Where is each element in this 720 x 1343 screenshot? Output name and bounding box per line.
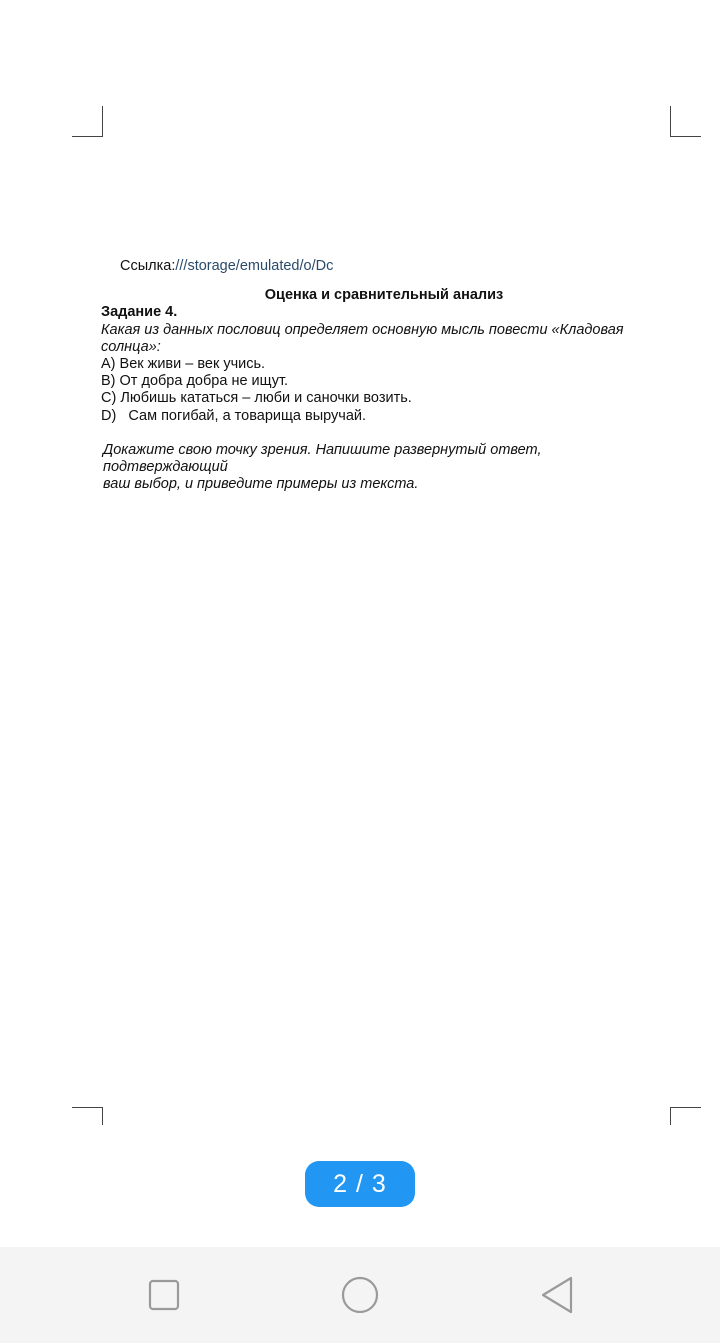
back-button[interactable] (534, 1272, 580, 1318)
system-navigation-bar (0, 1247, 720, 1343)
option-b: В) От добра добра не ищут. (101, 373, 289, 390)
instruction-line-1: Докажите свою точку зрения. Напишите развернутый ответ, подтверждающий (103, 441, 542, 476)
recent-apps-button[interactable] (141, 1272, 187, 1318)
crop-mark-bottom-left (72, 1107, 103, 1125)
home-icon (341, 1276, 379, 1314)
link-url[interactable]: ///storage/emulated/o/Dc (175, 258, 334, 274)
crop-mark-top-left (72, 106, 103, 137)
document-content (101, 258, 661, 493)
link-line (101, 258, 661, 275)
link-prefix: Ссылка: (120, 258, 176, 274)
crop-mark-top-right (670, 106, 701, 137)
back-icon (539, 1276, 575, 1314)
option-c: С) Любишь кататься – люби и саночки возить. (101, 390, 412, 407)
option-a: А) Век живи – век учись. (101, 356, 266, 373)
option-d: D) Сам погибай, а товарища выручай. (101, 407, 367, 424)
question-line-1: Какая из данных пословиц определяет основную мысль повести «Кладовая (101, 321, 624, 338)
page-indicator[interactable]: 2 / 3 (305, 1161, 415, 1207)
paragraph-spacer (101, 425, 661, 442)
question-line-2: солнца»: (101, 338, 161, 355)
task-title: Задание 4. (101, 304, 178, 321)
instruction-line-2: ваш выбор, и приведите примеры из текста. (103, 476, 419, 493)
crop-mark-bottom-right (670, 1107, 701, 1125)
section-title: Оценка и сравнительный анализ (264, 287, 504, 304)
recent-apps-icon (148, 1279, 180, 1311)
home-button[interactable] (337, 1272, 383, 1318)
